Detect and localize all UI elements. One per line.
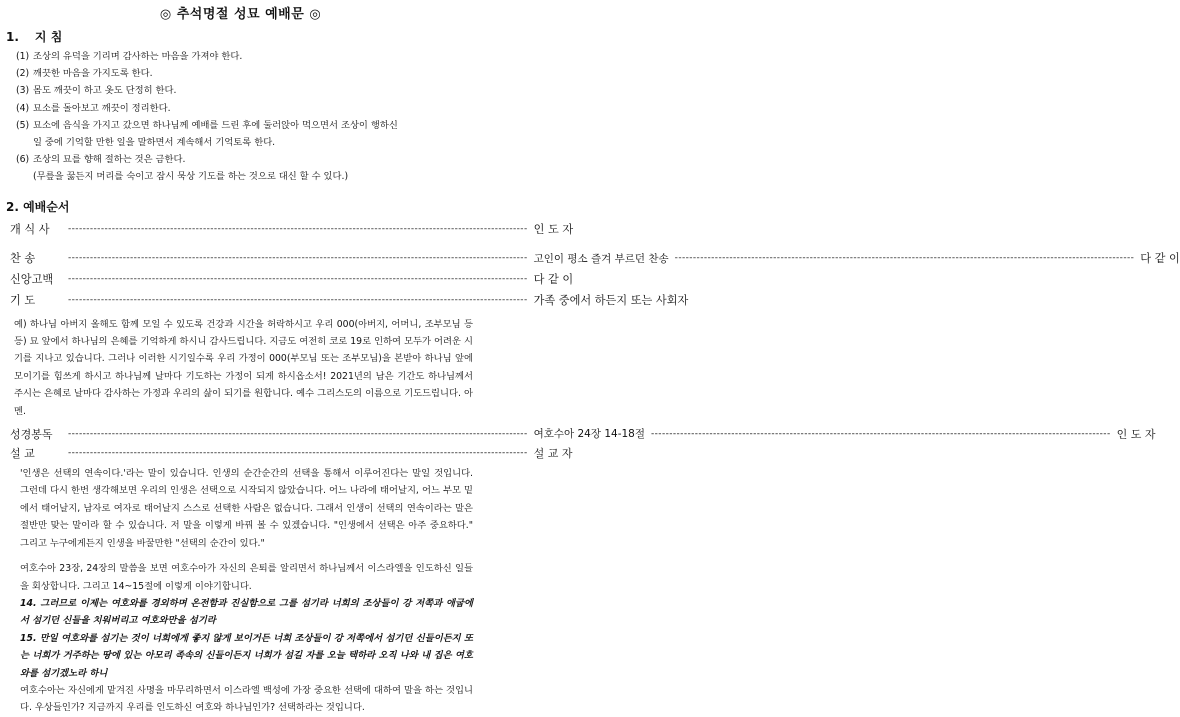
guideline-text: 몸도 깨끗이 하고 옷도 단정히 한다. [33, 85, 177, 97]
order-leader: 가족 중에서 하든지 또는 사회자 [533, 294, 689, 308]
guideline-text: 조상의 묘를 향해 절하는 것은 금한다. [33, 154, 186, 166]
order-row-reading [10, 424, 1156, 443]
dash-leader: ------------------------------------------------------------------------------------------------------------------------------ [674, 253, 1135, 264]
order-label: 성경봉독 [10, 427, 53, 441]
guideline-item [16, 48, 481, 65]
guideline-number: (4) [16, 102, 30, 114]
guideline-continuation: (무릎을 꿇든지 머리를 숙이고 잠시 묵상 기도를 하는 것으로 대신 할 수 있다.) [33, 171, 349, 183]
guideline-text: 조상의 유덕을 기리며 감사하는 마음을 가져야 한다. [33, 51, 243, 62]
order-row-prayer [10, 290, 689, 311]
guideline-number: (6) [16, 154, 30, 166]
order-detail: 여호수아 24장 14-18절 [533, 428, 645, 441]
document-title: ◎ 추석명절 성묘 예배문 ◎ [159, 7, 322, 22]
guideline-number: (1) [16, 51, 30, 62]
prayer-example: 예) 하나님 아버지 올해도 함께 모일 수 있도록 건강과 시간을 허락하시고 우리 000(아버지, 어머니, 조부모님 등등) 묘 앞에서 하나님의 은혜를 기억하게 하시니 감사드립니다. 지금도 여전히 코로 19로 인하여 모두가 어려운 시기를 지나고 있습니다. 그러나 이러한 시기일수록 우리 가정이 000(부모님 또는 조부모님)을 본받아 하나님 앞에 모이기를 힘쓰게 하시고 하나님께 날마다 기도하는 가정이 되게 하시옵소서! 2021년의 남은 기간도 하나님께서 주시는 은혜로 날마다 감사하는 가정과 우리의 삶이 되기를 원합니다. 예수 그리스도의 이름으로 기도드립니다. 아멘. [14, 318, 473, 417]
section1-heading [6, 30, 481, 45]
order-row-sermon [10, 443, 573, 462]
order-row-hymn [10, 248, 1180, 269]
order-row-opening [10, 219, 574, 240]
bible-verse: 14. 그러므로 이제는 여호와를 경외하며 온전함과 진실함으로 그를 섬기라 너희의 조상들이 강 저쪽과 애굽에서 섬기던 신들을 치워버리고 여호와만을 섬기라 [20, 597, 473, 627]
section1-title: 지 침 [34, 30, 63, 44]
dash-leader: ------------------------------------------------------------------------------------------------------------------------------ [68, 274, 528, 285]
sermon-paragraph: 여호수아는 자신에게 맡겨진 사명을 마무리하면서 이스라엘 백성에 가장 중요한 선택에 대하여 말을 하는 것입니다. 우상들인가? 지금까지 우리를 인도하신 여호와 하나님인가? 선택하라는 것입니다. [20, 684, 473, 714]
guideline-item [16, 117, 481, 134]
dash-leader: ------------------------------------------------------------------------------------------------------------------------------ [68, 253, 528, 264]
guideline-continuation: 일 중에 기억할 만한 일을 말하면서 계속해서 기억토록 한다. [33, 137, 276, 149]
order-label: 신앙고백 [10, 273, 54, 287]
sermon-body [20, 465, 473, 717]
guideline-item [16, 82, 481, 99]
bible-verse: 15. 만일 여호와를 섬기는 것이 너희에게 좋지 않게 보이거든 너희 조상들이 강 저쪽에서 섬기던 신들이든지 또는 너희가 거주하는 땅에 있는 아모리 족속의 신들이든지 너희가 섬길 자를 오늘 택하라 오직 나와 내 집은 여호와를 섬기겠노라 하니 [20, 632, 473, 679]
order-of-service [0, 219, 1180, 311]
guideline-item [16, 100, 481, 117]
section2-heading: 2. 예배순서 [6, 199, 70, 214]
order-leader: 인 도 자 [533, 223, 574, 237]
guideline-number: (2) [16, 68, 30, 80]
order-label: 찬 송 [10, 252, 36, 266]
guideline-number: (3) [16, 85, 30, 97]
order-leader: 다 같 이 [1140, 252, 1180, 266]
guideline-text: 묘소에 음식을 가지고 갔으면 하나님께 예배를 드린 후에 둘러앉아 먹으면서 조상이 행하신 [33, 119, 398, 131]
order-label: 설 교 [10, 446, 35, 460]
section1-number: 1. [6, 30, 19, 44]
guideline-item [16, 65, 481, 82]
sermon-paragraph: '인생은 선택의 연속이다.'라는 말이 있습니다. 인생의 순간순간의 선택을 통해서 이루어진다는 말일 것입니다. 그런데 다시 한번 생각해보면 우리의 인생은 선택으로 시작되지 않았습니다. 어느 나라에 태어날지, 어느 부모 밑에서 태어날지, 남자로 여자로 태어날지 스스로 선택한 사람은 없습니다. 그래서 인생이 선택의 연속이라는 말은 절반만 맞는 말이라 할 수 있습니다. 저 말을 이렇게 바꿔 볼 수 있겠습니다. "인생에서 선택은 아주 중요하다." 그리고 누구에게든지 인생을 바꿀만한 "선택의 순간이 있다." [20, 468, 473, 549]
order-leader: 설 교 자 [533, 446, 573, 460]
order-leader: 인 도 자 [1116, 427, 1156, 441]
sermon-paragraph: 여호수아 23장, 24장의 말씀을 보면 여호수아가 자신의 은퇴를 알리면서 하나님께서 이스라엘을 인도하신 일들을 회상합니다. 그리고 14~15절에 이렇게 이야기합니다. [20, 563, 473, 592]
dash-leader: ------------------------------------------------------------------------------------------------------------------------------ [68, 295, 528, 306]
dash-leader: ------------------------------------------------------------------------------------------------------------------------------ [68, 447, 528, 458]
dash-leader: ------------------------------------------------------------------------------------------------------------------------------ [651, 428, 1111, 439]
guideline-text: 깨끗한 마음을 가지도록 한다. [33, 68, 153, 80]
guideline-item [16, 151, 481, 168]
order-leader: 다 같 이 [533, 273, 574, 287]
order-label: 개 식 사 [10, 223, 50, 237]
order-label: 기 도 [10, 294, 36, 308]
order-detail: 고인이 평소 즐겨 부르던 찬송 [533, 252, 669, 265]
document-page [0, 6, 1180, 714]
guidelines-list [16, 48, 481, 186]
dash-leader: ------------------------------------------------------------------------------------------------------------------------------ [68, 224, 528, 235]
guideline-number: (5) [16, 119, 30, 131]
guideline-text: 묘소를 돌아보고 깨끗이 정리한다. [33, 102, 171, 114]
order-row-creed [10, 269, 574, 290]
dash-leader: ------------------------------------------------------------------------------------------------------------------------------ [68, 428, 528, 439]
